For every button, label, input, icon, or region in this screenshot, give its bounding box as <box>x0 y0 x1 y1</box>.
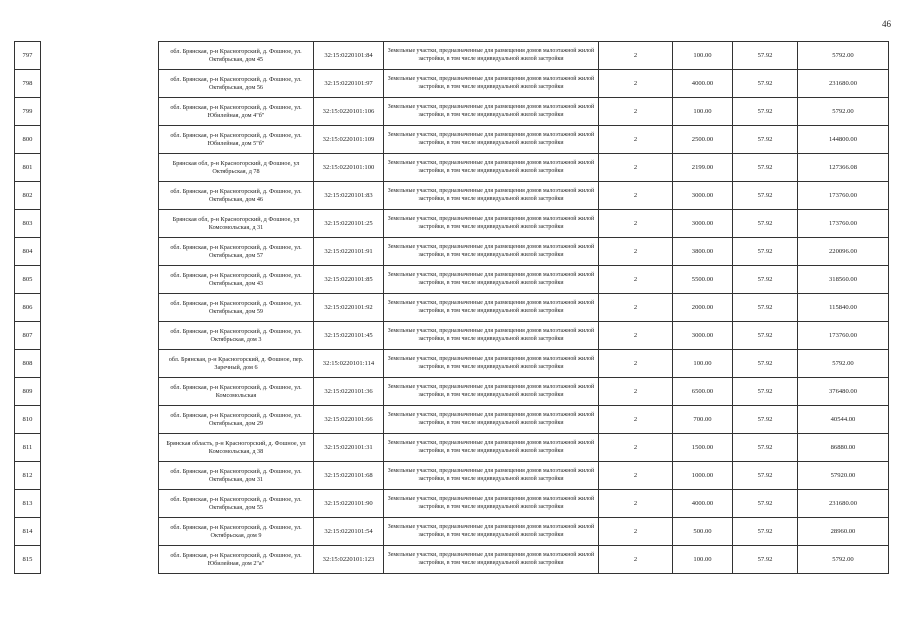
gap-cell <box>41 490 159 518</box>
area-cell: 3000.00 <box>673 182 733 210</box>
rate-cell: 57.92 <box>733 378 798 406</box>
table-row <box>15 126 889 154</box>
row-number: 809 <box>15 378 41 406</box>
address-cell: обл. Брянская, р-н Красногорский, д. Фошное, ул. Юбилейная, дом 4"б" <box>159 98 314 126</box>
table-row <box>15 294 889 322</box>
cadastral-number-cell: 32:15:0220101:109 <box>314 126 384 154</box>
address-cell: Брянская область, р-н Красногорский, д. Фошное, ул Комсомольская, д 38 <box>159 434 314 462</box>
area-cell: 100.00 <box>673 546 733 574</box>
area-cell: 4000.00 <box>673 490 733 518</box>
area-cell: 2500.00 <box>673 126 733 154</box>
area-cell: 4000.00 <box>673 70 733 98</box>
page-number: 46 <box>882 19 891 29</box>
cadastral-number-cell: 32:15:0220101:90 <box>314 490 384 518</box>
table-row <box>15 378 889 406</box>
address-cell: обл. Брянская, р-н Красногорский, д. Фошное, ул. Октябрьская, дом 31 <box>159 462 314 490</box>
land-purpose-cell: Земельные участки, предназначенные для размещения домов малоэтажной жилой застройки, в том числе индивидуальной жилой застройки <box>384 182 599 210</box>
gap-cell <box>41 182 159 210</box>
cadastral-value-cell: 231680.00 <box>798 70 889 98</box>
row-number: 804 <box>15 238 41 266</box>
cadastral-number-cell: 32:15:0220101:114 <box>314 350 384 378</box>
row-number: 813 <box>15 490 41 518</box>
rate-cell: 57.92 <box>733 546 798 574</box>
rate-cell: 57.92 <box>733 98 798 126</box>
address-cell: обл. Брянская, р-н Красногорский, д. Фошное, ул. Комсомольская <box>159 378 314 406</box>
area-cell: 5500.00 <box>673 266 733 294</box>
address-cell: обл. Брянская, р-н Красногорский, д. Фошное, ул. Юбилейная, дом 2"а" <box>159 546 314 574</box>
land-purpose-cell: Земельные участки, предназначенные для размещения домов малоэтажной жилой застройки, в том числе индивидуальной жилой застройки <box>384 518 599 546</box>
cadastral-value-cell: 28960.00 <box>798 518 889 546</box>
cadastral-number-cell: 32:15:0220101:106 <box>314 98 384 126</box>
group-cell: 2 <box>599 294 673 322</box>
cadastral-number-cell: 32:15:0220101:36 <box>314 378 384 406</box>
row-number: 803 <box>15 210 41 238</box>
gap-cell <box>41 238 159 266</box>
gap-cell <box>41 98 159 126</box>
table-row <box>15 490 889 518</box>
cadastral-number-cell: 32:15:0220101:100 <box>314 154 384 182</box>
rate-cell: 57.92 <box>733 294 798 322</box>
cadastral-number-cell: 32:15:0220101:85 <box>314 266 384 294</box>
group-cell: 2 <box>599 266 673 294</box>
group-cell: 2 <box>599 434 673 462</box>
table-row <box>15 434 889 462</box>
gap-cell <box>41 406 159 434</box>
table-row <box>15 518 889 546</box>
area-cell: 2000.00 <box>673 294 733 322</box>
land-purpose-cell: Земельные участки, предназначенные для размещения домов малоэтажной жилой застройки, в том числе индивидуальной жилой застройки <box>384 434 599 462</box>
table-row <box>15 98 889 126</box>
cadastral-value-cell: 173760.00 <box>798 322 889 350</box>
gap-cell <box>41 434 159 462</box>
cadastral-value-cell: 144800.00 <box>798 126 889 154</box>
area-cell: 1000.00 <box>673 462 733 490</box>
row-number: 807 <box>15 322 41 350</box>
land-purpose-cell: Земельные участки, предназначенные для размещения домов малоэтажной жилой застройки, в том числе индивидуальной жилой застройки <box>384 350 599 378</box>
address-cell: обл. Брянская, р-н Красногорский, д. Фошное, ул. Октябрьская, дом 29 <box>159 406 314 434</box>
row-number: 811 <box>15 434 41 462</box>
row-number: 802 <box>15 182 41 210</box>
gap-cell <box>41 462 159 490</box>
rate-cell: 57.92 <box>733 462 798 490</box>
address-cell: обл. Брянская, р-н Красногорский, д. Фошное, ул. Октябрьская, дом 55 <box>159 490 314 518</box>
land-purpose-cell: Земельные участки, предназначенные для размещения домов малоэтажной жилой застройки, в том числе индивидуальной жилой застройки <box>384 42 599 70</box>
table-body <box>15 42 889 574</box>
group-cell: 2 <box>599 98 673 126</box>
table-row <box>15 406 889 434</box>
row-number: 814 <box>15 518 41 546</box>
rate-cell: 57.92 <box>733 406 798 434</box>
cadastral-value-cell: 5792.00 <box>798 98 889 126</box>
cadastral-value-cell: 115840.00 <box>798 294 889 322</box>
table-row <box>15 182 889 210</box>
rate-cell: 57.92 <box>733 350 798 378</box>
address-cell: обл. Брянская, р-н Красногорский, д. Фошное, пер. Заречный, дом 6 <box>159 350 314 378</box>
cadastral-value-cell: 231680.00 <box>798 490 889 518</box>
area-cell: 1500.00 <box>673 434 733 462</box>
gap-cell <box>41 42 159 70</box>
group-cell: 2 <box>599 210 673 238</box>
gap-cell <box>41 546 159 574</box>
land-purpose-cell: Земельные участки, предназначенные для размещения домов малоэтажной жилой застройки, в том числе индивидуальной жилой застройки <box>384 154 599 182</box>
gap-cell <box>41 266 159 294</box>
rate-cell: 57.92 <box>733 322 798 350</box>
cadastral-value-cell: 127366.08 <box>798 154 889 182</box>
cadastral-value-cell: 173760.00 <box>798 210 889 238</box>
address-cell: обл. Брянская, р-н Красногорский, д. Фошное, ул. Октябрьская, дом 57 <box>159 238 314 266</box>
area-cell: 3000.00 <box>673 322 733 350</box>
cadastral-number-cell: 32:15:0220101:84 <box>314 42 384 70</box>
group-cell: 2 <box>599 490 673 518</box>
row-number: 806 <box>15 294 41 322</box>
address-cell: обл. Брянская, р-н Красногорский, д. Фошное, ул. Октябрьская, дом 43 <box>159 266 314 294</box>
rate-cell: 57.92 <box>733 126 798 154</box>
area-cell: 100.00 <box>673 98 733 126</box>
rate-cell: 57.92 <box>733 210 798 238</box>
rate-cell: 57.92 <box>733 490 798 518</box>
land-purpose-cell: Земельные участки, предназначенные для размещения домов малоэтажной жилой застройки, в том числе индивидуальной жилой застройки <box>384 98 599 126</box>
area-cell: 6500.00 <box>673 378 733 406</box>
cadastral-number-cell: 32:15:0220101:123 <box>314 546 384 574</box>
area-cell: 100.00 <box>673 42 733 70</box>
row-number: 808 <box>15 350 41 378</box>
cadastral-number-cell: 32:15:0220101:97 <box>314 70 384 98</box>
table-row <box>15 266 889 294</box>
address-cell: Брянская обл, р-н Красногорский, д Фошное, ул Комсомольская, д 31 <box>159 210 314 238</box>
address-cell: обл. Брянская, р-н Красногорский, д. Фошное, ул. Октябрьская, дом 46 <box>159 182 314 210</box>
group-cell: 2 <box>599 182 673 210</box>
cadastral-value-cell: 5792.00 <box>798 546 889 574</box>
land-purpose-cell: Земельные участки, предназначенные для размещения домов малоэтажной жилой застройки, в том числе индивидуальной жилой застройки <box>384 266 599 294</box>
cadastral-value-cell: 57920.00 <box>798 462 889 490</box>
row-number: 799 <box>15 98 41 126</box>
cadastral-number-cell: 32:15:0220101:45 <box>314 322 384 350</box>
land-purpose-cell: Земельные участки, предназначенные для размещения домов малоэтажной жилой застройки, в том числе индивидуальной жилой застройки <box>384 294 599 322</box>
gap-cell <box>41 70 159 98</box>
address-cell: обл. Брянская, р-н Красногорский, д. Фошное, ул. Октябрьская, дом 56 <box>159 70 314 98</box>
cadastral-number-cell: 32:15:0220101:83 <box>314 182 384 210</box>
land-purpose-cell: Земельные участки, предназначенные для размещения домов малоэтажной жилой застройки, в том числе индивидуальной жилой застройки <box>384 406 599 434</box>
cadastral-number-cell: 32:15:0220101:68 <box>314 462 384 490</box>
row-number: 810 <box>15 406 41 434</box>
address-cell: обл. Брянская, р-н Красногорский, д. Фошное, ул. Октябрьская, дом 9 <box>159 518 314 546</box>
land-purpose-cell: Земельные участки, предназначенные для размещения домов малоэтажной жилой застройки, в том числе индивидуальной жилой застройки <box>384 238 599 266</box>
group-cell: 2 <box>599 322 673 350</box>
table-row <box>15 462 889 490</box>
rate-cell: 57.92 <box>733 238 798 266</box>
area-cell: 100.00 <box>673 350 733 378</box>
row-number: 798 <box>15 70 41 98</box>
cadastral-number-cell: 32:15:0220101:91 <box>314 238 384 266</box>
cadastral-number-cell: 32:15:0220101:31 <box>314 434 384 462</box>
cadastral-value-cell: 86880.00 <box>798 434 889 462</box>
group-cell: 2 <box>599 518 673 546</box>
land-purpose-cell: Земельные участки, предназначенные для размещения домов малоэтажной жилой застройки, в том числе индивидуальной жилой застройки <box>384 126 599 154</box>
area-cell: 3800.00 <box>673 238 733 266</box>
land-purpose-cell: Земельные участки, предназначенные для размещения домов малоэтажной жилой застройки, в том числе индивидуальной жилой застройки <box>384 70 599 98</box>
cadastral-value-cell: 318560.00 <box>798 266 889 294</box>
land-purpose-cell: Земельные участки, предназначенные для размещения домов малоэтажной жилой застройки, в том числе индивидуальной жилой застройки <box>384 490 599 518</box>
cadastral-number-cell: 32:15:0220101:25 <box>314 210 384 238</box>
row-number: 801 <box>15 154 41 182</box>
table-row <box>15 322 889 350</box>
address-cell: Брянская обл, р-н Красногорский, д Фошное, ул Октябрьская, д 78 <box>159 154 314 182</box>
gap-cell <box>41 350 159 378</box>
address-cell: обл. Брянская, р-н Красногорский, д. Фошное, ул. Октябрьская, дом 45 <box>159 42 314 70</box>
row-number: 797 <box>15 42 41 70</box>
land-purpose-cell: Земельные участки, предназначенные для размещения домов малоэтажной жилой застройки, в том числе индивидуальной жилой застройки <box>384 322 599 350</box>
cadastral-number-cell: 32:15:0220101:92 <box>314 294 384 322</box>
area-cell: 700.00 <box>673 406 733 434</box>
cadastral-value-cell: 220096.00 <box>798 238 889 266</box>
rate-cell: 57.92 <box>733 154 798 182</box>
gap-cell <box>41 322 159 350</box>
group-cell: 2 <box>599 238 673 266</box>
group-cell: 2 <box>599 154 673 182</box>
cadastral-value-cell: 5792.00 <box>798 350 889 378</box>
group-cell: 2 <box>599 126 673 154</box>
cadastral-value-cell: 376480.00 <box>798 378 889 406</box>
gap-cell <box>41 518 159 546</box>
rate-cell: 57.92 <box>733 266 798 294</box>
land-purpose-cell: Земельные участки, предназначенные для размещения домов малоэтажной жилой застройки, в том числе индивидуальной жилой застройки <box>384 378 599 406</box>
rate-cell: 57.92 <box>733 518 798 546</box>
land-purpose-cell: Земельные участки, предназначенные для размещения домов малоэтажной жилой застройки, в том числе индивидуальной жилой застройки <box>384 546 599 574</box>
land-plots-table <box>14 41 889 574</box>
table-row <box>15 210 889 238</box>
area-cell: 500.00 <box>673 518 733 546</box>
area-cell: 3000.00 <box>673 210 733 238</box>
cadastral-number-cell: 32:15:0220101:66 <box>314 406 384 434</box>
group-cell: 2 <box>599 378 673 406</box>
table-row <box>15 154 889 182</box>
table-row <box>15 546 889 574</box>
cadastral-value-cell: 40544.00 <box>798 406 889 434</box>
rate-cell: 57.92 <box>733 434 798 462</box>
row-number: 800 <box>15 126 41 154</box>
land-purpose-cell: Земельные участки, предназначенные для размещения домов малоэтажной жилой застройки, в том числе индивидуальной жилой застройки <box>384 462 599 490</box>
group-cell: 2 <box>599 546 673 574</box>
row-number: 812 <box>15 462 41 490</box>
gap-cell <box>41 378 159 406</box>
rate-cell: 57.92 <box>733 42 798 70</box>
group-cell: 2 <box>599 462 673 490</box>
group-cell: 2 <box>599 350 673 378</box>
table-row <box>15 42 889 70</box>
row-number: 805 <box>15 266 41 294</box>
gap-cell <box>41 210 159 238</box>
cadastral-number-cell: 32:15:0220101:54 <box>314 518 384 546</box>
group-cell: 2 <box>599 406 673 434</box>
table-row <box>15 70 889 98</box>
address-cell: обл. Брянская, р-н Красногорский, д. Фошное, ул. Юбилейная, дом 5"б" <box>159 126 314 154</box>
group-cell: 2 <box>599 70 673 98</box>
address-cell: обл. Брянская, р-н Красногорский, д. Фошное, ул. Октябрьская, дом 3 <box>159 322 314 350</box>
address-cell: обл. Брянская, р-н Красногорский, д. Фошное, ул. Октябрьская, дом 59 <box>159 294 314 322</box>
rate-cell: 57.92 <box>733 182 798 210</box>
area-cell: 2199.00 <box>673 154 733 182</box>
gap-cell <box>41 294 159 322</box>
gap-cell <box>41 126 159 154</box>
table-row <box>15 238 889 266</box>
cadastral-value-cell: 5792.00 <box>798 42 889 70</box>
cadastral-value-cell: 173760.00 <box>798 182 889 210</box>
gap-cell <box>41 154 159 182</box>
rate-cell: 57.92 <box>733 70 798 98</box>
table-row <box>15 350 889 378</box>
row-number: 815 <box>15 546 41 574</box>
group-cell: 2 <box>599 42 673 70</box>
land-purpose-cell: Земельные участки, предназначенные для размещения домов малоэтажной жилой застройки, в том числе индивидуальной жилой застройки <box>384 210 599 238</box>
